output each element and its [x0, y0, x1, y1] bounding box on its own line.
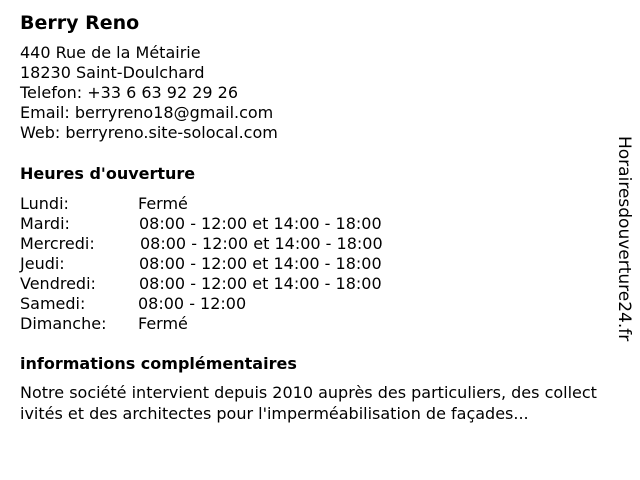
hours-table	[20, 194, 383, 334]
day-label: Vendredi:	[20, 274, 96, 293]
phone-line: Telefon: +33 6 63 92 29 26	[20, 83, 239, 102]
email-line: Email: berryreno18@gmail.com	[20, 103, 274, 122]
web-line: Web: berryreno.site-solocal.com	[20, 123, 278, 142]
contact-block	[20, 43, 278, 143]
day-hours: 08:00 - 12:00 et 14:00 - 18:00	[139, 254, 382, 273]
hours-row-vendredi	[20, 274, 383, 294]
day-hours: 08:00 - 12:00 et 14:00 - 18:00	[139, 214, 382, 233]
day-hours: Fermé	[138, 314, 188, 333]
address-line-city: 18230 Saint-Doulchard	[20, 63, 205, 82]
day-hours: 08:00 - 12:00	[138, 294, 247, 313]
hours-row-dimanche	[20, 314, 383, 334]
day-label: Jeudi:	[20, 254, 65, 273]
hours-row-mercredi	[20, 234, 383, 254]
hours-row-samedi	[20, 294, 383, 314]
info-description: Notre société intervient depuis 2010 auprès des particuliers, des collectivités et des architectes pour l'imperméabilisation de façades...	[20, 383, 597, 423]
day-hours: Fermé	[138, 194, 188, 213]
day-label: Dimanche:	[20, 314, 107, 333]
business-name: Berry Reno	[20, 12, 140, 34]
day-label: Mercredi:	[20, 234, 95, 253]
day-label: Samedi:	[20, 294, 86, 313]
day-label: Mardi:	[20, 214, 70, 233]
hours-row-jeudi	[20, 254, 383, 274]
address-line-street: 440 Rue de la Métairie	[20, 43, 201, 62]
hours-heading: Heures d'ouverture	[20, 164, 196, 183]
hours-row-lundi	[20, 194, 383, 214]
day-hours: 08:00 - 12:00 et 14:00 - 18:00	[139, 274, 382, 293]
day-label: Lundi:	[20, 194, 69, 213]
day-hours: 08:00 - 12:00 et 14:00 - 18:00	[140, 234, 383, 253]
info-heading: informations complémentaires	[20, 354, 297, 373]
site-watermark: Horairesdouverture24.fr	[614, 136, 634, 342]
hours-row-mardi	[20, 214, 383, 234]
